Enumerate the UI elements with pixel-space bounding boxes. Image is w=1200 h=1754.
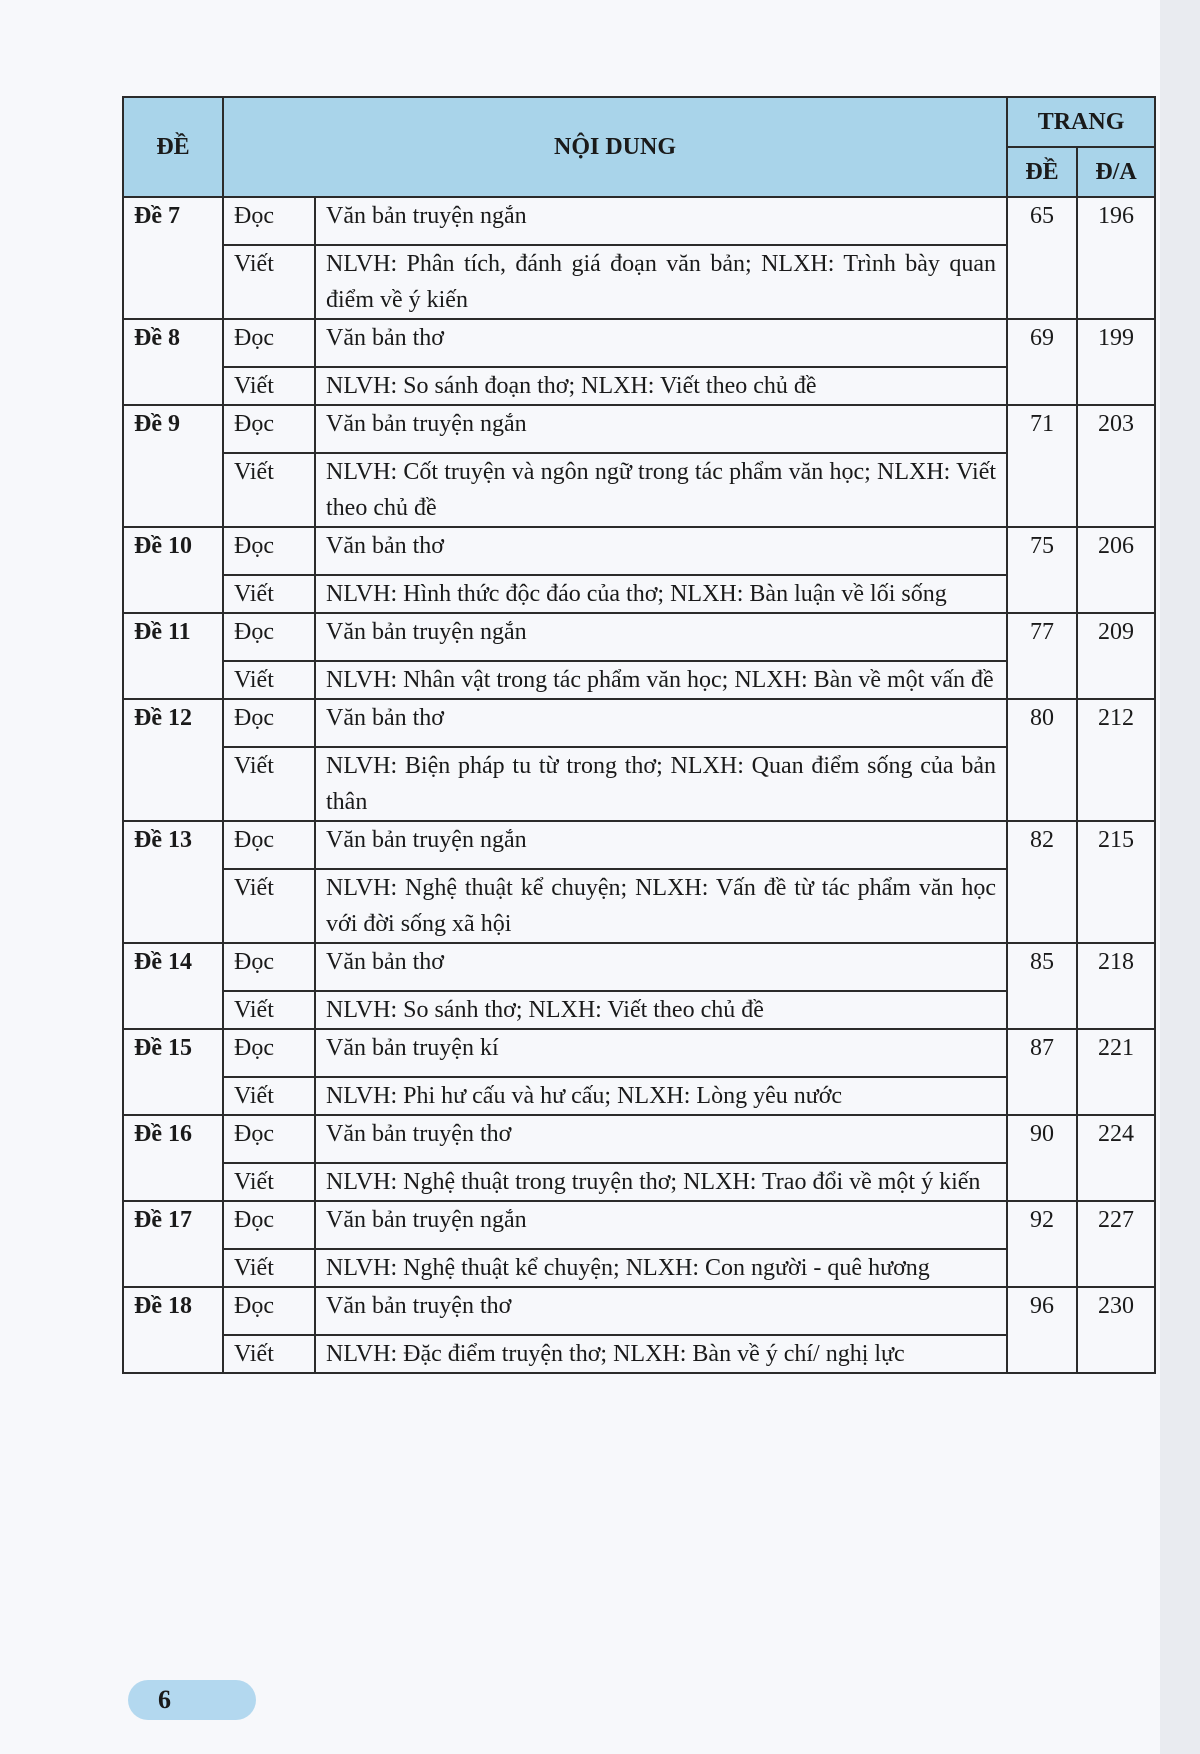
section-content-viet: NLVH: Cốt truyện và ngôn ngữ trong tác phẩm văn học; NLXH: Viết theo chủ đề xyxy=(315,453,1007,527)
section-content-viet: NLVH: Nhân vật trong tác phẩm văn học; NLXH: Bàn về một vấn đề xyxy=(315,661,1007,699)
table-row xyxy=(123,661,1155,699)
page-de: 75 xyxy=(1007,527,1077,613)
section-type-viet: Viết xyxy=(223,1077,315,1115)
section-type-viet: Viết xyxy=(223,575,315,613)
section-content-doc: Văn bản thơ xyxy=(315,319,1007,367)
section-content-doc: Văn bản truyện ngắn xyxy=(315,405,1007,453)
header-sub-de: ĐỀ xyxy=(1007,147,1077,197)
section-content-viet: NLVH: Nghệ thuật kể chuyện; NLXH: Con người - quê hương xyxy=(315,1249,1007,1287)
page-answer: 196 xyxy=(1077,197,1155,319)
section-type-viet: Viết xyxy=(223,453,315,527)
exam-number: Đề 7 xyxy=(123,197,223,319)
page-answer: 215 xyxy=(1077,821,1155,943)
page-de: 85 xyxy=(1007,943,1077,1029)
table-row xyxy=(123,1335,1155,1373)
exam-number: Đề 17 xyxy=(123,1201,223,1287)
exam-number: Đề 12 xyxy=(123,699,223,821)
section-type-doc: Đọc xyxy=(223,405,315,453)
table-row xyxy=(123,527,1155,575)
table-row xyxy=(123,1249,1155,1287)
table-row xyxy=(123,747,1155,821)
table-row xyxy=(123,1029,1155,1077)
table-row xyxy=(123,319,1155,367)
table-row xyxy=(123,197,1155,245)
section-type-viet: Viết xyxy=(223,661,315,699)
page-de: 92 xyxy=(1007,1201,1077,1287)
section-content-doc: Văn bản truyện thơ xyxy=(315,1115,1007,1163)
header-sub-da: Đ/A xyxy=(1077,147,1155,197)
exam-number: Đề 11 xyxy=(123,613,223,699)
table-row xyxy=(123,1115,1155,1163)
table-row xyxy=(123,453,1155,527)
section-type-viet: Viết xyxy=(223,747,315,821)
section-content-viet: NLVH: Biện pháp tu từ trong thơ; NLXH: Quan điểm sống của bản thân xyxy=(315,747,1007,821)
page-de: 96 xyxy=(1007,1287,1077,1373)
table-row xyxy=(123,1163,1155,1201)
section-type-doc: Đọc xyxy=(223,699,315,747)
page-number: 6 xyxy=(128,1680,256,1720)
section-type-doc: Đọc xyxy=(223,1287,315,1335)
table-row xyxy=(123,613,1155,661)
table-row xyxy=(123,245,1155,319)
page-de: 69 xyxy=(1007,319,1077,405)
section-content-doc: Văn bản truyện ngắn xyxy=(315,613,1007,661)
exam-number: Đề 16 xyxy=(123,1115,223,1201)
exam-number: Đề 18 xyxy=(123,1287,223,1373)
header-de: ĐỀ xyxy=(123,97,223,197)
page-answer: 212 xyxy=(1077,699,1155,821)
exam-number: Đề 14 xyxy=(123,943,223,1029)
section-content-doc: Văn bản thơ xyxy=(315,699,1007,747)
exam-number: Đề 13 xyxy=(123,821,223,943)
section-type-viet: Viết xyxy=(223,1163,315,1201)
section-type-viet: Viết xyxy=(223,245,315,319)
section-type-viet: Viết xyxy=(223,991,315,1029)
exam-number: Đề 9 xyxy=(123,405,223,527)
section-content-viet: NLVH: Nghệ thuật trong truyện thơ; NLXH: Trao đổi về một ý kiến xyxy=(315,1163,1007,1201)
table-row xyxy=(123,1201,1155,1249)
page-edge xyxy=(1160,0,1200,1754)
table-row xyxy=(123,943,1155,991)
table-row xyxy=(123,575,1155,613)
page-answer: 209 xyxy=(1077,613,1155,699)
table-of-contents xyxy=(122,96,1156,1374)
section-content-viet: NLVH: Phân tích, đánh giá đoạn văn bản; NLXH: Trình bày quan điểm về ý kiến xyxy=(315,245,1007,319)
table-row xyxy=(123,991,1155,1029)
page-answer: 230 xyxy=(1077,1287,1155,1373)
page-de: 90 xyxy=(1007,1115,1077,1201)
table-row xyxy=(123,1287,1155,1335)
section-type-doc: Đọc xyxy=(223,197,315,245)
section-type-doc: Đọc xyxy=(223,1201,315,1249)
section-type-doc: Đọc xyxy=(223,943,315,991)
exam-number: Đề 10 xyxy=(123,527,223,613)
table-row xyxy=(123,1077,1155,1115)
section-content-doc: Văn bản truyện kí xyxy=(315,1029,1007,1077)
section-type-viet: Viết xyxy=(223,1335,315,1373)
exam-number: Đề 15 xyxy=(123,1029,223,1115)
page-answer: 218 xyxy=(1077,943,1155,1029)
page-de: 71 xyxy=(1007,405,1077,527)
page-answer: 224 xyxy=(1077,1115,1155,1201)
table-row xyxy=(123,367,1155,405)
table-row xyxy=(123,699,1155,747)
section-type-viet: Viết xyxy=(223,1249,315,1287)
section-content-viet: NLVH: Hình thức độc đáo của thơ; NLXH: Bàn luận về lối sống xyxy=(315,575,1007,613)
section-content-doc: Văn bản thơ xyxy=(315,943,1007,991)
table-row xyxy=(123,821,1155,869)
section-content-doc: Văn bản thơ xyxy=(315,527,1007,575)
section-type-doc: Đọc xyxy=(223,1029,315,1077)
section-type-viet: Viết xyxy=(223,367,315,405)
section-content-doc: Văn bản truyện thơ xyxy=(315,1287,1007,1335)
section-content-doc: Văn bản truyện ngắn xyxy=(315,197,1007,245)
header-trang: TRANG xyxy=(1007,97,1155,147)
page-de: 87 xyxy=(1007,1029,1077,1115)
page-answer: 221 xyxy=(1077,1029,1155,1115)
section-content-viet: NLVH: Nghệ thuật kể chuyện; NLXH: Vấn đề từ tác phẩm văn học với đời sống xã hội xyxy=(315,869,1007,943)
section-type-viet: Viết xyxy=(223,869,315,943)
page-answer: 203 xyxy=(1077,405,1155,527)
page-answer: 206 xyxy=(1077,527,1155,613)
section-content-viet: NLVH: Phi hư cấu và hư cấu; NLXH: Lòng yêu nước xyxy=(315,1077,1007,1115)
section-content-doc: Văn bản truyện ngắn xyxy=(315,821,1007,869)
section-content-viet: NLVH: So sánh thơ; NLXH: Viết theo chủ đề xyxy=(315,991,1007,1029)
section-type-doc: Đọc xyxy=(223,613,315,661)
page-de: 82 xyxy=(1007,821,1077,943)
section-content-viet: NLVH: Đặc điểm truyện thơ; NLXH: Bàn về ý chí/ nghị lực xyxy=(315,1335,1007,1373)
page-de: 65 xyxy=(1007,197,1077,319)
section-content-doc: Văn bản truyện ngắn xyxy=(315,1201,1007,1249)
section-type-doc: Đọc xyxy=(223,1115,315,1163)
table-row xyxy=(123,405,1155,453)
section-type-doc: Đọc xyxy=(223,527,315,575)
page-de: 77 xyxy=(1007,613,1077,699)
page-de: 80 xyxy=(1007,699,1077,821)
table-row xyxy=(123,869,1155,943)
section-content-viet: NLVH: So sánh đoạn thơ; NLXH: Viết theo chủ đề xyxy=(315,367,1007,405)
page-answer: 199 xyxy=(1077,319,1155,405)
page-answer: 227 xyxy=(1077,1201,1155,1287)
section-type-doc: Đọc xyxy=(223,319,315,367)
header-content: NỘI DUNG xyxy=(223,97,1007,197)
exam-number: Đề 8 xyxy=(123,319,223,405)
section-type-doc: Đọc xyxy=(223,821,315,869)
